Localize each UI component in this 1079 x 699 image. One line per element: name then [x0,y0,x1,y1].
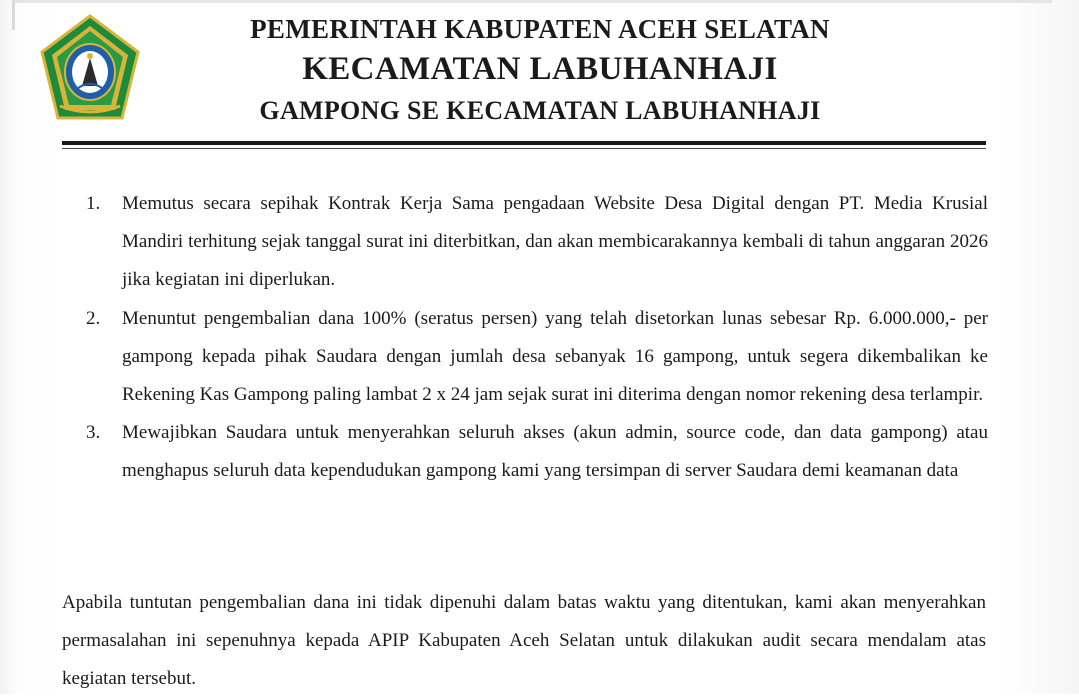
page-top-edge [12,0,1052,3]
page-left-edge [12,0,15,30]
letterhead-rule-thin [62,148,986,149]
list-item [86,185,988,300]
list-item-text: Mewajibkan Saudara untuk menyerahkan seluruh akses (akun admin, source code, dan data gampong) atau menghapus seluruh data kependudukan gampong kami yang tersimpan di server Saudara demi keamanan data [122,422,988,482]
list-item [86,300,988,415]
letterhead-line-2: KECAMATAN LABUHANHAJI [302,51,778,87]
demands-list [86,185,988,491]
list-item [86,414,988,490]
list-item-number: 2. [86,307,101,329]
letterhead-line-1: PEMERINTAH KABUPATEN ACEH SELATAN [250,14,830,44]
list-item-text: Menuntut pengembalian dana 100% (seratus persen) yang telah disetorkan lunas sebesar Rp. 6.000.000,- per gampong kepada pihak Saudara dengan jumlah desa sebanyak 16 gampong, untuk segera dikembalikan ke Rekening Kas Gampong paling lambat 2 x 24 jam sejak surat ini diterima dengan nomor rekening desa terlampir. [122,307,988,406]
letterhead-line-3: GAMPONG SE KECAMATAN LABUHANHAJI [259,96,821,125]
list-item-text: Memutus secara sepihak Kontrak Kerja Sama pengadaan Website Desa Digital dengan PT. Media Krusial Mandiri terhitung sejak tanggal surat ini diterbitkan, dan akan membicarakannya kembali di tahun anggaran 2026 jika kegiatan ini diperlukan. [122,193,988,291]
list-item-number: 1. [86,193,101,214]
list-item-number: 3. [86,422,101,444]
letterhead-rule-thick [62,141,986,145]
regency-emblem-icon [38,14,142,122]
closing-paragraph: Apabila tuntutan pengembalian dana ini tidak dipenuhi dalam batas waktu yang ditentukan, kami akan menyerahkan permasalahan ini sepenuhnya kepada APIP Kabupaten Aceh Selatan untuk dilakukan audit secara mendalam atas kegiatan tersebut. [62,592,986,690]
